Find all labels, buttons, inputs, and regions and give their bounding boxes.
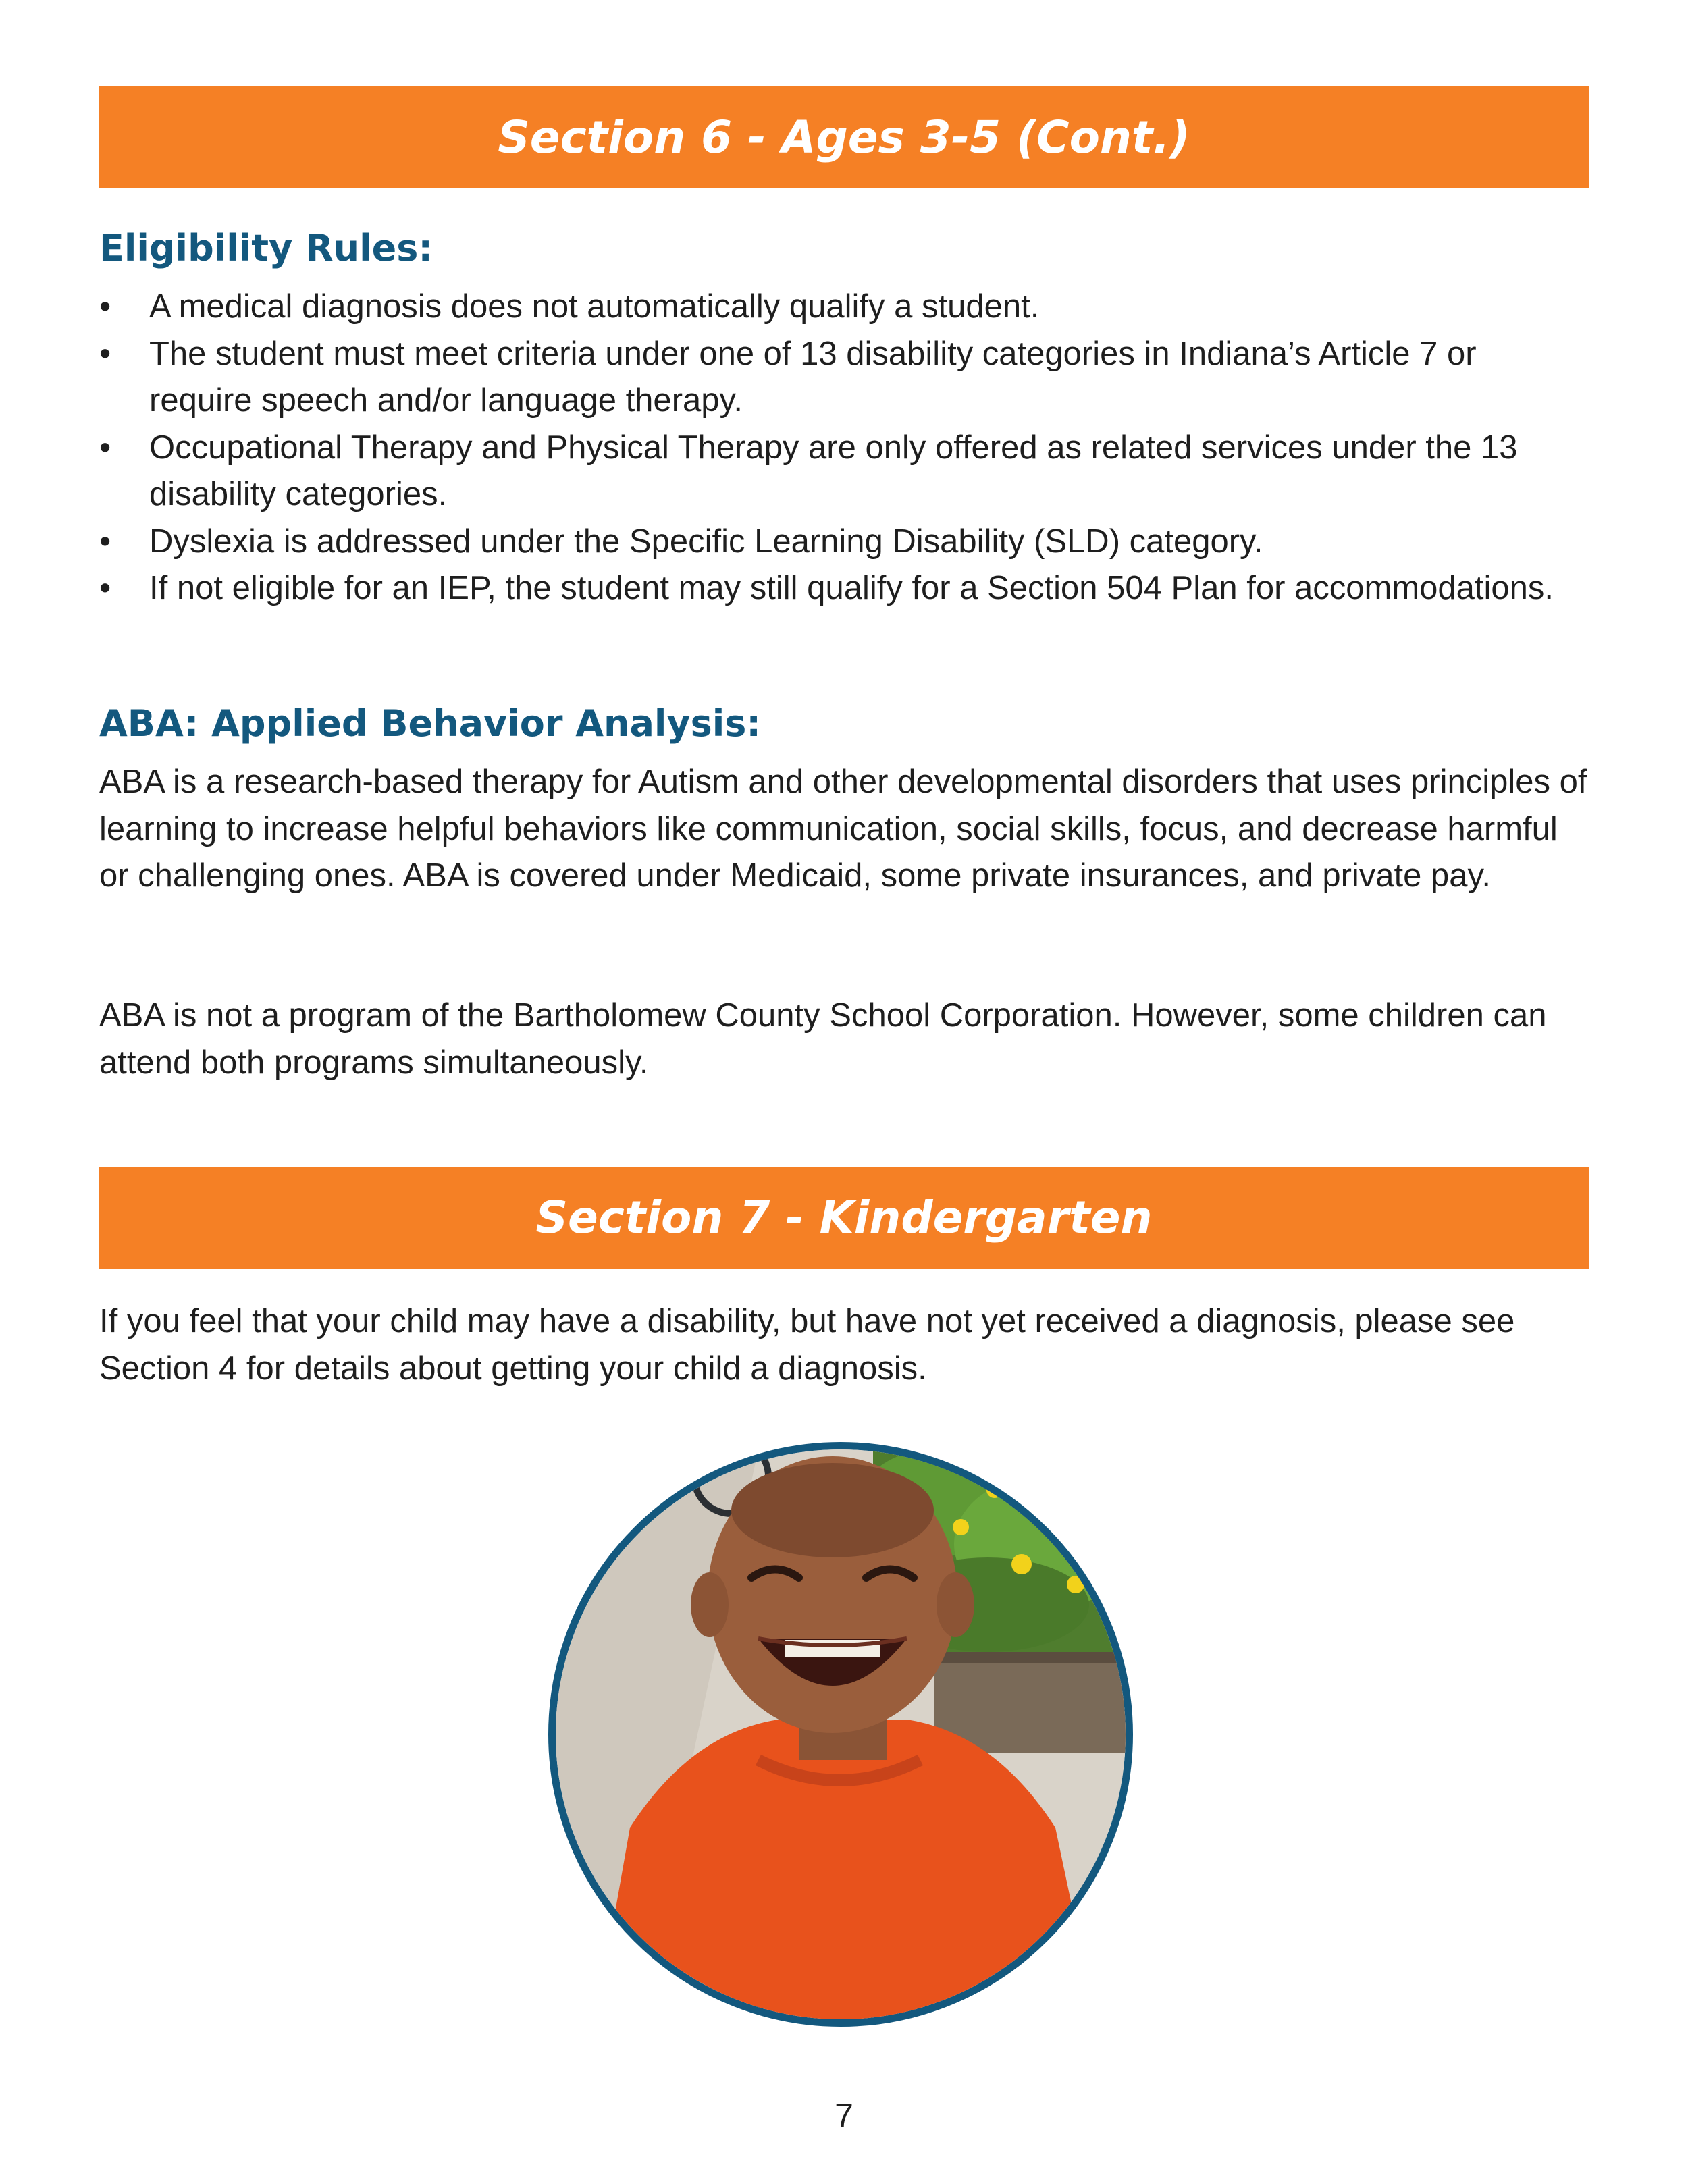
bullet-icon: • — [99, 288, 111, 325]
list-item — [99, 518, 1585, 566]
aba-heading: ABA: Applied Behavior Analysis: — [99, 702, 762, 745]
aba-description: ABA is a research-based therapy for Autism and other developmental disorders that uses principles of learning to increase helpful behaviors like communication, social skills, focus, and decrease harmful or challenging ones. ABA is covered under Medicaid, some private insurances, and private pay. — [99, 764, 1587, 894]
bullet-icon: • — [99, 570, 111, 606]
list-item-text: A medical diagnosis does not automatically qualify a student. — [149, 288, 1040, 325]
section-7-title: Section 7 - Kindergarten — [535, 1192, 1153, 1244]
list-item-text: Dyslexia is addressed under the Specific Learning Disability (SLD) category. — [149, 523, 1263, 560]
aba-program-note: ABA is not a program of the Bartholomew County School Corporation. However, some children can attend both programs simultaneously. — [99, 997, 1547, 1081]
list-item — [99, 425, 1585, 518]
child-photo-illustration — [556, 1449, 1126, 2019]
bullet-icon: • — [99, 523, 111, 560]
eligibility-rules-list — [99, 284, 1585, 612]
section-6-banner — [99, 86, 1589, 188]
list-item — [99, 331, 1585, 425]
list-item — [99, 565, 1585, 612]
page-number: 7 — [835, 2097, 853, 2135]
section-6-title: Section 6 - Ages 3-5 (Cont.) — [498, 111, 1190, 163]
bullet-icon: • — [99, 429, 111, 466]
list-item — [99, 284, 1585, 331]
eligibility-rules-heading: Eligibility Rules: — [99, 227, 433, 269]
list-item-text: The student must meet criteria under one of 13 disability categories in Indiana’s Article 7 or require speech and/or language therapy. — [149, 335, 1477, 419]
list-item-text: If not eligible for an IEP, the student may still qualify for a Section 504 Plan for accommodations. — [149, 570, 1554, 606]
child-photo — [548, 1442, 1133, 2027]
list-item-text: Occupational Therapy and Physical Therapy are only offered as related services under the 13 disability categories. — [149, 429, 1518, 512]
kindergarten-paragraph: If you feel that your child may have a disability, but have not yet received a diagnosis, please see Section 4 for details about getting your child a diagnosis. — [99, 1303, 1515, 1387]
section-7-banner — [99, 1167, 1589, 1269]
bullet-icon: • — [99, 335, 111, 372]
